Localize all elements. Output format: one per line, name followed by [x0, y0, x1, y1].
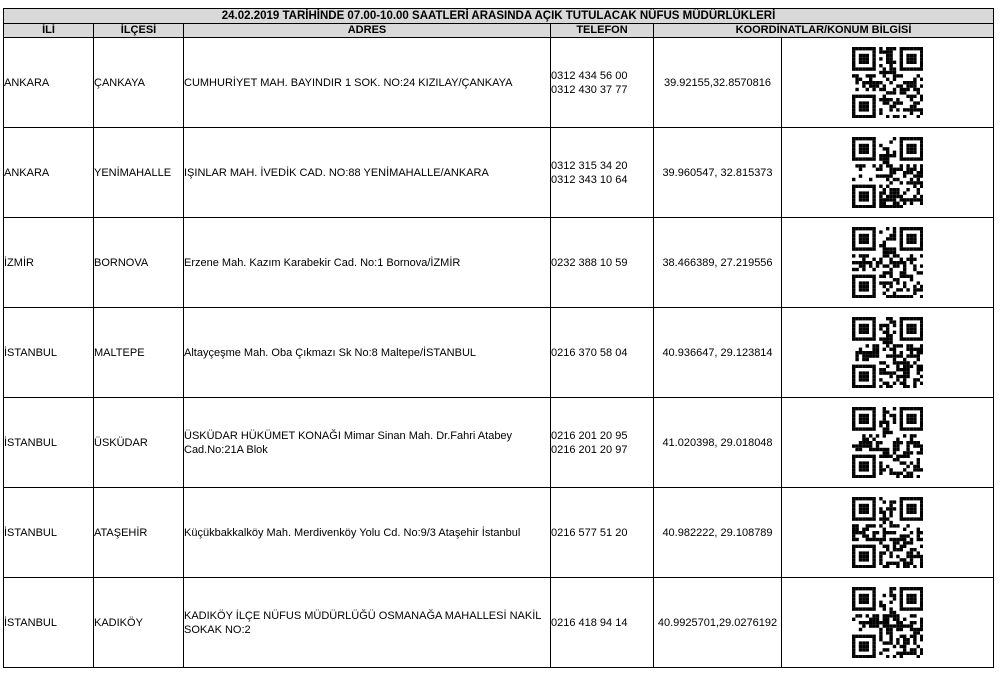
qr-code-icon[interactable]	[852, 587, 923, 658]
cell-qr	[782, 218, 994, 308]
phone-number: 0312 434 56 00	[551, 69, 628, 82]
table-title: 24.02.2019 TARİHİNDE 07.00-10.00 SAATLERİ ARASINDA AÇIK TUTULACAK NÜFUS MÜDÜRLÜKLERİ	[4, 9, 994, 24]
cell-adres: KADIKÖY İLÇE NÜFUS MÜDÜRLÜĞÜ OSMANAĞA MAHALLESİ NAKİL SOKAK NO:2	[184, 578, 551, 668]
cell-qr	[782, 398, 994, 488]
cell-koordinat: 40.936647, 29.123814	[654, 308, 782, 398]
cell-adres: ÜSKÜDAR HÜKÜMET KONAĞI Mimar Sinan Mah. Dr.Fahri Atabey Cad.No:21A Blok	[184, 398, 551, 488]
header-koordinat: KOORDİNATLAR/KONUM BİLGİSİ	[654, 24, 994, 38]
qr-code-icon[interactable]	[852, 47, 923, 118]
phone-number: 0216 370 58 04	[551, 346, 628, 359]
cell-il: ANKARA	[4, 128, 94, 218]
cell-telefon	[551, 578, 654, 668]
cell-koordinat: 40.982222, 29.108789	[654, 488, 782, 578]
table-row	[4, 578, 994, 668]
cell-qr	[782, 308, 994, 398]
cell-qr	[782, 488, 994, 578]
phone-number: 0216 201 20 97	[551, 443, 628, 456]
cell-koordinat: 39.92155,32.8570816	[654, 38, 782, 128]
header-telefon: TELEFON	[551, 24, 654, 38]
cell-il: İSTANBUL	[4, 578, 94, 668]
qr-code-icon[interactable]	[852, 497, 923, 568]
qr-code-icon[interactable]	[852, 317, 923, 388]
cell-telefon	[551, 38, 654, 128]
cell-ilce: MALTEPE	[94, 308, 184, 398]
cell-telefon	[551, 398, 654, 488]
qr-code-icon[interactable]	[852, 407, 923, 478]
cell-koordinat: 39.960547, 32.815373	[654, 128, 782, 218]
cell-telefon	[551, 308, 654, 398]
cell-il: ANKARA	[4, 38, 94, 128]
header-adres: ADRES	[184, 24, 551, 38]
cell-ilce: ATAŞEHİR	[94, 488, 184, 578]
cell-ilce: BORNOVA	[94, 218, 184, 308]
cell-il: İSTANBUL	[4, 398, 94, 488]
cell-adres: Altayçeşme Mah. Oba Çıkmazı Sk No:8 Maltepe/İSTANBUL	[184, 308, 551, 398]
phone-number: 0312 343 10 64	[551, 173, 628, 186]
phone-number: 0216 418 94 14	[551, 616, 628, 629]
table-row	[4, 38, 994, 128]
table-body	[4, 38, 994, 668]
phone-number: 0216 577 51 20	[551, 526, 628, 539]
table-row	[4, 128, 994, 218]
cell-ilce: ÇANKAYA	[94, 38, 184, 128]
cell-koordinat: 41.020398, 29.018048	[654, 398, 782, 488]
cell-adres: Erzene Mah. Kazım Karabekir Cad. No:1 Bornova/İZMİR	[184, 218, 551, 308]
header-ilce: İLÇESİ	[94, 24, 184, 38]
table-row	[4, 218, 994, 308]
cell-ilce: YENİMAHALLE	[94, 128, 184, 218]
cell-koordinat: 40.9925701,29.0276192	[654, 578, 782, 668]
table-row	[4, 488, 994, 578]
cell-qr	[782, 128, 994, 218]
header-il: İLİ	[4, 24, 94, 38]
cell-telefon	[551, 488, 654, 578]
cell-telefon	[551, 218, 654, 308]
cell-il: İZMİR	[4, 218, 94, 308]
cell-ilce: ÜSKÜDAR	[94, 398, 184, 488]
cell-qr	[782, 578, 994, 668]
cell-adres: Küçükbakkalköy Mah. Merdivenköy Yolu Cd. No:9/3 Ataşehir İstanbul	[184, 488, 551, 578]
cell-adres: IŞINLAR MAH. İVEDİK CAD. NO:88 YENİMAHALLE/ANKARA	[184, 128, 551, 218]
qr-code-icon[interactable]	[852, 137, 923, 208]
cell-il: İSTANBUL	[4, 308, 94, 398]
cell-ilce: KADIKÖY	[94, 578, 184, 668]
phone-number: 0216 201 20 95	[551, 429, 628, 442]
cell-qr	[782, 38, 994, 128]
phone-number: 0232 388 10 59	[551, 256, 628, 269]
table-row	[4, 308, 994, 398]
cell-koordinat: 38.466389, 27.219556	[654, 218, 782, 308]
phone-number: 0312 315 34 20	[551, 159, 628, 172]
phone-number: 0312 430 37 77	[551, 83, 628, 96]
cell-adres: CUMHURİYET MAH. BAYINDIR 1 SOK. NO:24 KIZILAY/ÇANKAYA	[184, 38, 551, 128]
cell-il: İSTANBUL	[4, 488, 94, 578]
qr-code-icon[interactable]	[852, 227, 923, 298]
nufus-mudurlukleri-table	[3, 8, 994, 668]
table-row	[4, 398, 994, 488]
cell-telefon	[551, 128, 654, 218]
